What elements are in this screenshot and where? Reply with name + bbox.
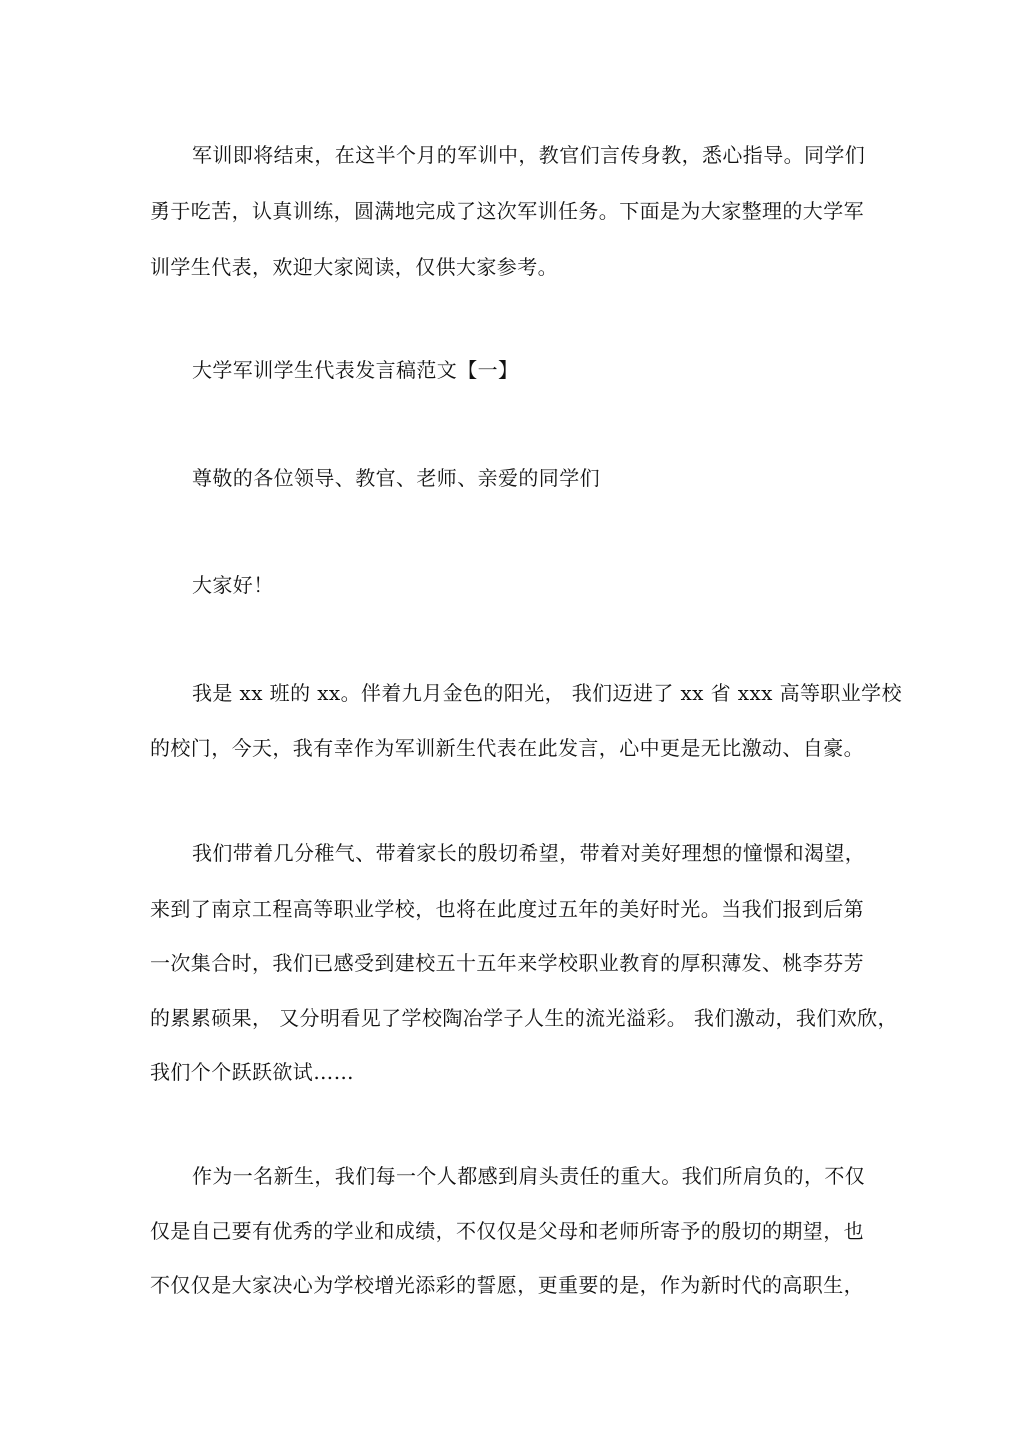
- paragraph-2-line-2: 来到了南京工程高等职业学校，也将在此度过五年的美好时光。当我们报到后第: [150, 897, 864, 921]
- salutation: 尊敬的各位领导、教官、老师、亲爱的同学们: [192, 466, 600, 490]
- paragraph-2-line-4: 的累累硕果， 又分明看见了学校陶冶学子人生的流光溢彩。 我们激动，我们欢欣，: [150, 1006, 898, 1030]
- paragraph-1-line-1: 我是 xx 班的 xx。伴着九月金色的阳光， 我们迈进了 xx 省 xxx 高等职业学校: [192, 681, 902, 705]
- section-heading: 大学军训学生代表发言稿范文【一】: [192, 358, 519, 382]
- paragraph-3-line-3: 不仅仅是大家决心为学校增光添彩的誓愿，更重要的是，作为新时代的高职生，: [150, 1273, 864, 1297]
- intro-line-2: 勇于吃苦，认真训练，圆满地完成了这次军训任务。下面是为大家整理的大学军: [150, 199, 864, 223]
- paragraph-3-line-2: 仅是自己要有优秀的学业和成绩，不仅仅是父母和老师所寄予的殷切的期望，也: [150, 1219, 864, 1243]
- intro-line-3: 训学生代表，欢迎大家阅读，仅供大家参考。: [150, 255, 558, 279]
- paragraph-2-line-3: 一次集合时，我们已感受到建校五十五年来学校职业教育的厚积薄发、桃李芬芳: [150, 951, 864, 975]
- paragraph-2-line-5: 我们个个跃跃欲试……: [150, 1060, 354, 1084]
- paragraph-2-line-1: 我们带着几分稚气、带着家长的殷切希望，带着对美好理想的憧憬和渴望，: [192, 841, 866, 865]
- paragraph-1-line-2: 的校门，今天，我有幸作为军训新生代表在此发言，心中更是无比激动、自豪。: [150, 736, 864, 760]
- paragraph-3-line-1: 作为一名新生，我们每一个人都感到肩头责任的重大。我们所肩负的，不仅: [192, 1164, 866, 1188]
- greeting: 大家好！: [192, 573, 274, 597]
- intro-line-1: 军训即将结束，在这半个月的军训中，教官们言传身教，悉心指导。同学们: [192, 143, 866, 167]
